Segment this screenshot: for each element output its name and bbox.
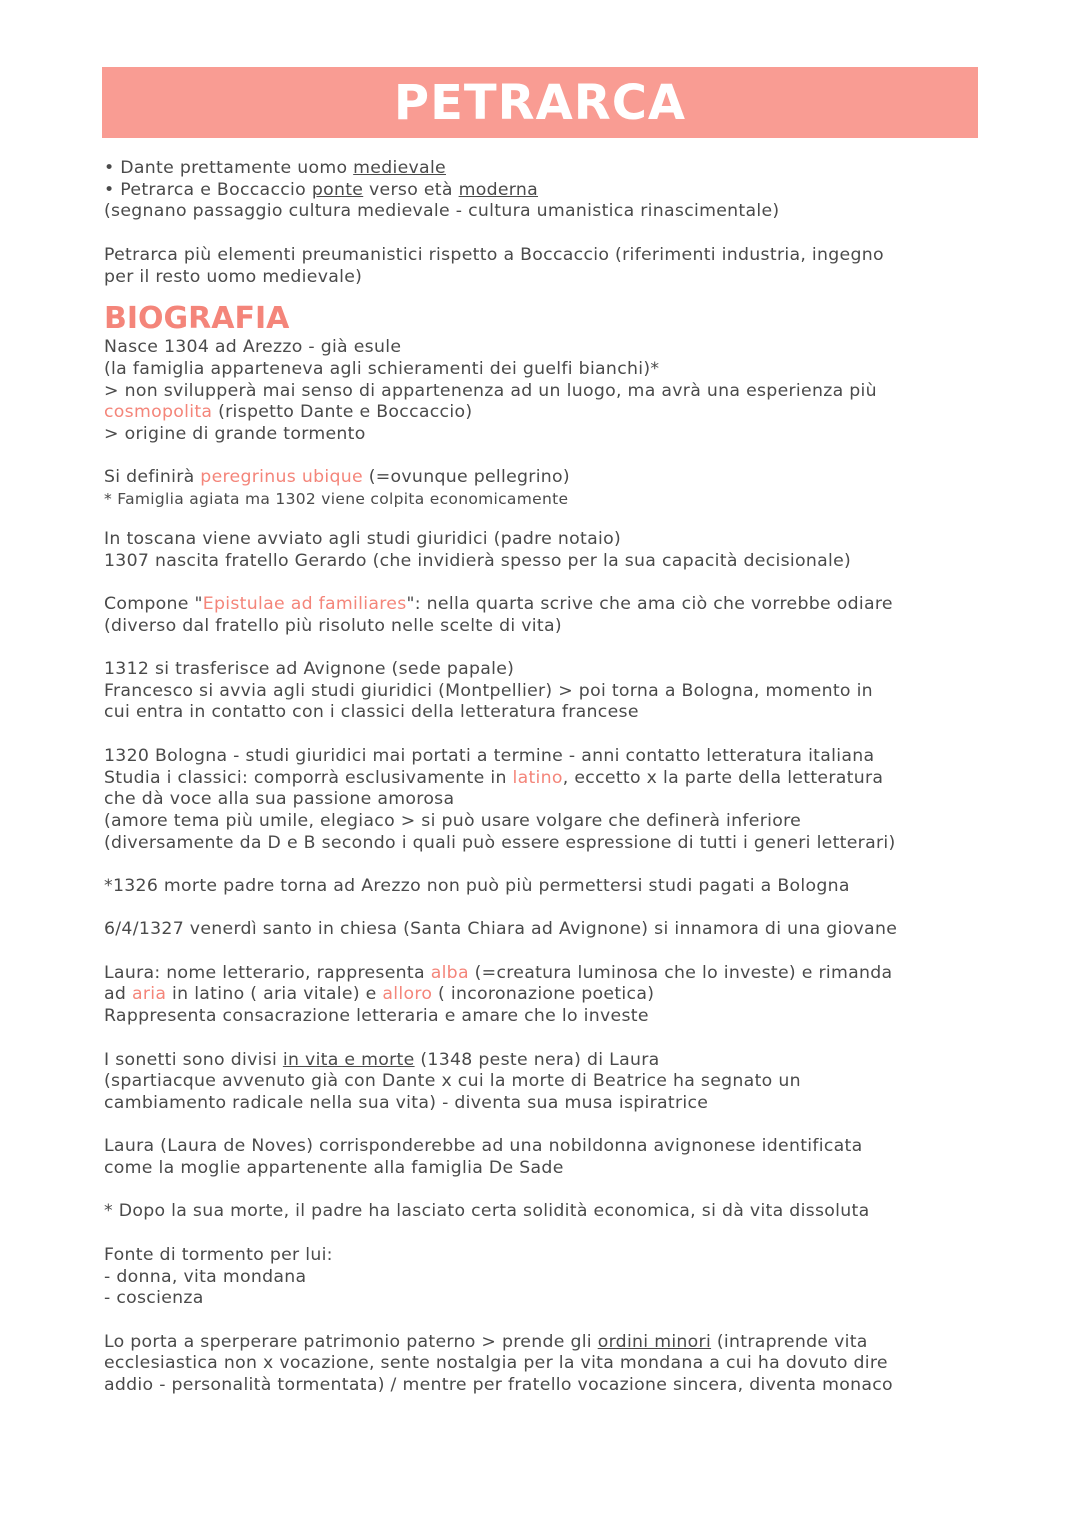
- text: (=creatura luminosa che lo investe) e rimanda: [468, 962, 893, 983]
- bio-line: Rappresenta consacrazione letteraria e amare che lo investe: [104, 1006, 649, 1027]
- text: I sonetti sono divisi: [104, 1049, 283, 1070]
- bio-line: come la moglie appartenente alla famiglia De Sade: [104, 1158, 564, 1179]
- bio-line: [104, 467, 984, 489]
- bio-line: Laura (Laura de Noves) corrisponderebbe ad una nobildonna avignonese identificata: [104, 1136, 863, 1157]
- bio-line: [104, 984, 984, 1006]
- underlined-text: ordini minori: [597, 1331, 712, 1352]
- bio-line: 1312 si trasferisce ad Avignone (sede papale): [104, 659, 515, 679]
- bio-line: [104, 768, 984, 790]
- highlight-text: cosmopolita: [104, 402, 213, 423]
- bio-line: > non svilupperà mai senso di appartenenza ad un luogo, ma avrà una esperienza più: [104, 380, 877, 401]
- intro-line: [104, 158, 984, 180]
- bio-line: [104, 594, 984, 616]
- bio-line: (spartiacque avvenuto già con Dante x cui la morte di Beatrice ha segnato un: [104, 1071, 801, 1092]
- bio-line: [104, 1050, 984, 1072]
- underlined-text: ponte: [311, 179, 364, 200]
- highlight-text: peregrinus ubique: [200, 467, 363, 488]
- bio-line: 6/4/1327 venerdì santo in chiesa (Santa Chiara ad Avignone) si innamora di una giovane: [104, 919, 898, 940]
- bio-line: 1307 nascita fratello Gerardo (che invidierà spesso per la sua capacità decisionale): [104, 550, 852, 571]
- text: ( incoronazione poetica): [432, 984, 655, 1005]
- notes-body: [104, 158, 984, 1397]
- page-title: PETRARCA: [393, 74, 687, 131]
- text: Lo porta a sperperare patrimonio paterno > prende gli: [104, 1331, 598, 1352]
- bio-list-item: - donna, vita mondana: [104, 1266, 307, 1287]
- highlight-text: alba: [430, 962, 469, 983]
- intro-line: per il resto uomo medievale): [104, 266, 363, 287]
- bio-line: Nasce 1304 ad Arezzo - già esule: [104, 337, 402, 358]
- bio-line: [104, 402, 984, 424]
- intro-line: (segnano passaggio cultura medievale - cultura umanistica rinascimentale): [104, 201, 780, 222]
- text: , eccetto x la parte della letteratura: [562, 767, 884, 788]
- text: Si definirà: [104, 467, 201, 488]
- bio-footnote: * Famiglia agiata ma 1302 viene colpita economicamente: [104, 490, 569, 509]
- text: in latino ( aria vitale) e: [166, 984, 383, 1005]
- bio-line: [104, 963, 984, 985]
- bio-line: che dà voce alla sua passione amorosa: [104, 789, 455, 810]
- bio-line: addio - personalità tormentata) / mentre per fratello vocazione sincera, diventa monaco: [104, 1375, 893, 1396]
- text: • Petrarca e Boccaccio: [104, 179, 312, 200]
- bio-line: cui entra in contatto con i classici della letteratura francese: [104, 702, 639, 723]
- bio-line: In toscana viene avviato agli studi giuridici (padre notaio): [104, 528, 622, 549]
- text: Compone ": [104, 593, 203, 614]
- bio-line: Fonte di tormento per lui:: [104, 1244, 333, 1265]
- text: ad: [104, 984, 132, 1005]
- text: (=ovunque pellegrino): [362, 467, 570, 488]
- bio-line: (diverso dal fratello più risoluto nelle scelte di vita): [104, 615, 562, 636]
- bio-line: * Dopo la sua morte, il padre ha lasciato certa solidità economica, si dà vita dissoluta: [104, 1201, 870, 1222]
- text: Laura: nome letterario, rappresenta: [104, 962, 431, 983]
- section-heading-biografia: BIOGRAFIA: [104, 301, 290, 337]
- bio-line: cambiamento radicale nella sua vita) - diventa sua musa ispiratrice: [104, 1092, 709, 1113]
- underlined-text: in vita e morte: [282, 1049, 415, 1070]
- title-banner: [102, 67, 978, 138]
- text: Studia i classici: comporrà esclusivamente in: [104, 767, 513, 788]
- highlight-text: latino: [512, 767, 563, 788]
- text: ": nella quarta scrive che ama ciò che vorrebbe odiare: [406, 593, 893, 614]
- highlight-text: alloro: [382, 984, 433, 1005]
- text: • Dante prettamente uomo: [104, 158, 354, 178]
- bio-line: > origine di grande tormento: [104, 424, 366, 445]
- text: (1348 peste nera) di Laura: [414, 1049, 660, 1070]
- bio-line: [104, 1332, 984, 1354]
- intro-line: [104, 180, 984, 202]
- bio-line: 1320 Bologna - studi giuridici mai portati a termine - anni contatto letteratura italiana: [104, 745, 875, 766]
- bio-line: Francesco si avvia agli studi giuridici (Montpellier) > poi torna a Bologna, momento in: [104, 680, 873, 701]
- bio-line: (diversamente da D e B secondo i quali può essere espressione di tutti i generi letterari): [104, 832, 896, 853]
- bio-line: *1326 morte padre torna ad Arezzo non può più permettersi studi pagati a Bologna: [104, 876, 850, 896]
- underlined-text: moderna: [458, 179, 539, 200]
- highlight-text: Epistulae ad familiares: [202, 593, 407, 614]
- bio-line: (amore tema più umile, elegiaco > si può usare volgare che definerà inferiore: [104, 810, 802, 831]
- intro-line: Petrarca più elementi preumanistici rispetto a Boccaccio (riferimenti industria, ingegno: [104, 244, 884, 265]
- text: verso età: [363, 179, 459, 200]
- bio-list-item: - coscienza: [104, 1288, 204, 1309]
- underlined-text: medievale: [353, 158, 446, 178]
- bio-line: (la famiglia apparteneva agli schieramenti dei guelfi bianchi)*: [104, 358, 660, 379]
- text: (rispetto Dante e Boccaccio): [212, 402, 473, 423]
- bio-line: ecclesiastica non x vocazione, sente nostalgia per la vita mondana a cui ha dovuto dire: [104, 1353, 888, 1374]
- highlight-text: aria: [131, 984, 167, 1005]
- text: (intraprende vita: [711, 1331, 868, 1352]
